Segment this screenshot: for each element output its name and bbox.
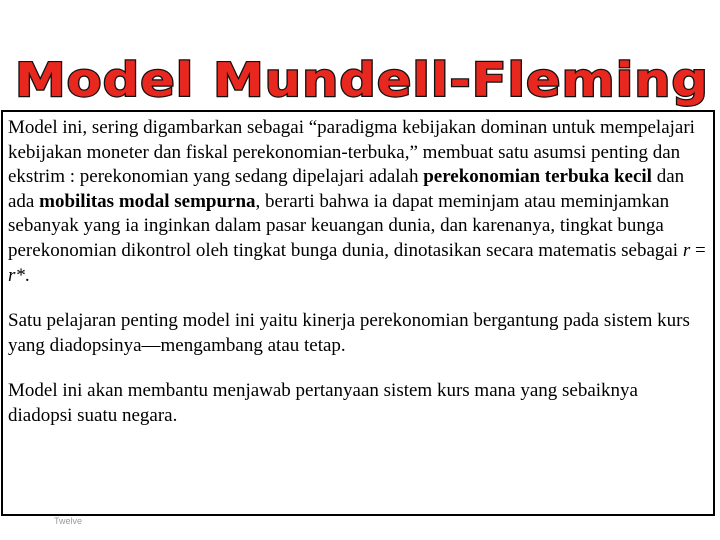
paragraph-3: Model ini akan membantu menjawab pertanyaan sistem kurs mana yang sebaiknya diadopsi suatu negara.: [8, 380, 638, 426]
paragraph-1: [8, 116, 707, 288]
paragraph-1-text-b: dan ada: [8, 166, 685, 212]
footer-note: Twelve: [54, 516, 83, 526]
math-equals: =: [690, 239, 706, 261]
math-r-star: r*: [8, 264, 25, 286]
term-small-open-economy: perekonomian terbuka kecil: [423, 166, 652, 188]
paragraph-1-text-a: Model ini, sering digambarkan sebagai “paradigma kebijakan dominan untuk mempelajari kebijakan moneter dan fiskal perekonomian-terbuka,” membuat satu asumsi penting dan ekstrim : perekonomian yang sedang dipelajari adalah: [8, 117, 695, 188]
content-box: [1, 110, 715, 516]
term-perfect-capital-mobility: mobilitas modal sempurna: [39, 190, 256, 212]
paragraph-1-end: .: [24, 264, 30, 286]
slide-title: [0, 44, 720, 110]
paragraph-1-text-c: , berarti bahwa ia dapat meminjam atau meminjamkan sebanyak yang ia inginkan dalam pasar keuangan dunia, dan karenanya, tingkat bunga perekonomian dikontrol oleh tingkat bunga dunia, dinotasikan secara matematis sebagai: [8, 190, 683, 261]
title-text: Model Mundell-Fleming: [15, 53, 709, 107]
title-wordart: [0, 44, 720, 110]
paragraph-2: Satu pelajaran penting model ini yaitu kinerja perekonomian bergantung pada sistem kurs yang diadopsinya—mengambang atau tetap.: [8, 310, 690, 356]
math-r: r: [682, 239, 691, 261]
